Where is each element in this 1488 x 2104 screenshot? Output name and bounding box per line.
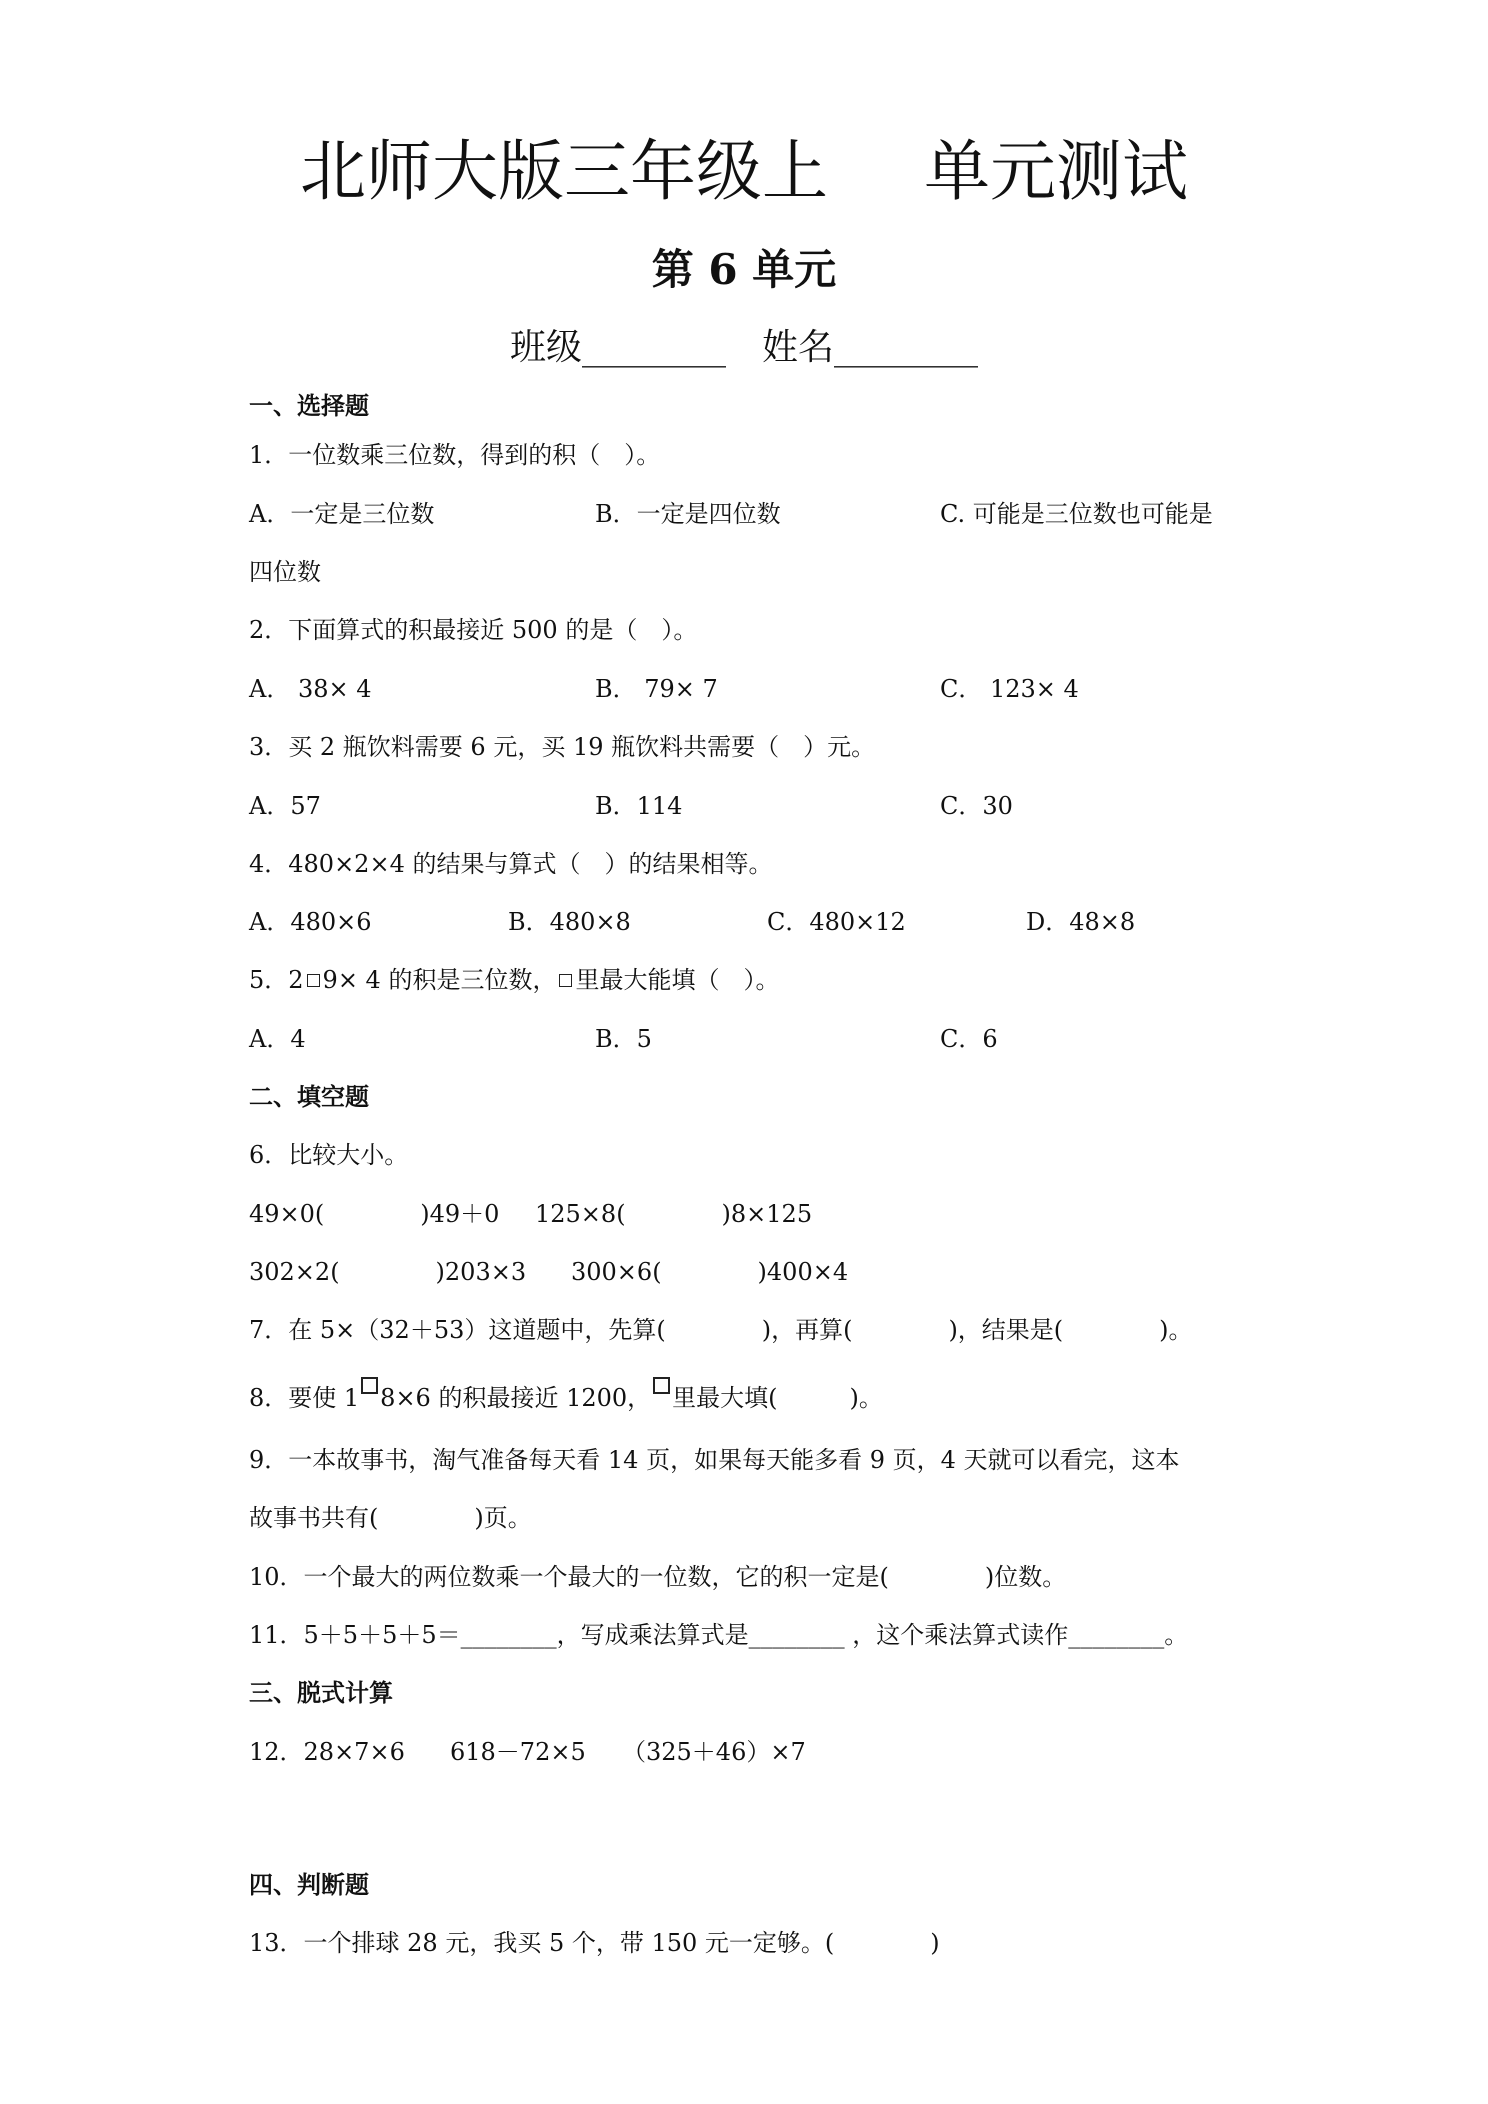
question-2-stem: 2．下面算式的积最接近 500 的是（ ）。 bbox=[249, 616, 698, 644]
section-heading-choice: 一、选择题 bbox=[249, 392, 369, 420]
q5-option-c[interactable]: C．6 bbox=[940, 1025, 998, 1053]
class-field[interactable]: 班级________ bbox=[509, 327, 726, 368]
q4-option-a[interactable]: A．480×6 bbox=[249, 908, 372, 936]
question-4-stem: 4．480×2×4 的结果与算式（ ）的结果相等。 bbox=[249, 850, 773, 878]
q5-option-b[interactable]: B．5 bbox=[595, 1025, 652, 1053]
title-right: 单元测试 bbox=[924, 133, 1188, 210]
q3-option-b[interactable]: B．114 bbox=[595, 792, 683, 820]
q12-expression-3: （325＋46）×7 bbox=[622, 1738, 806, 1766]
blank-square-icon bbox=[307, 974, 320, 987]
q5-option-a[interactable]: A．4 bbox=[249, 1025, 306, 1053]
question-9-line-1: 9．一本故事书，淘气准备每天看 14 页，如果每天能多看 9 页，4 天就可以看完，这本 bbox=[249, 1446, 1180, 1474]
question-7[interactable]: 7．在 5×（32＋53）这道题中，先算( )，再算( )，结果是( )。 bbox=[249, 1316, 1193, 1344]
section-heading-true-false: 四、判断题 bbox=[249, 1871, 369, 1899]
unit-subtitle: 第 6 单元 bbox=[651, 245, 837, 294]
page-title bbox=[0, 132, 1488, 212]
q3-option-a[interactable]: A．57 bbox=[249, 792, 321, 820]
q6-compare-4[interactable]: 300×6( )400×4 bbox=[571, 1258, 849, 1286]
question-3-stem: 3．买 2 瓶饮料需要 6 元，买 19 瓶饮料共需要（ ）元。 bbox=[249, 733, 876, 761]
q5-text-part-2: 9× 4 的积是三位数， bbox=[322, 966, 557, 994]
q2-option-c[interactable]: C． 123× 4 bbox=[940, 675, 1079, 703]
section-heading-calculation: 三、脱式计算 bbox=[249, 1679, 393, 1707]
q8-text-part-1: 8．要使 1 bbox=[249, 1384, 360, 1412]
question-6-stem: 6．比较大小。 bbox=[249, 1141, 409, 1169]
q6-compare-2[interactable]: 125×8( )8×125 bbox=[535, 1200, 813, 1228]
q2-option-b[interactable]: B． 79× 7 bbox=[595, 675, 718, 703]
q12-expression-1: 12．28×7×6 bbox=[249, 1738, 405, 1766]
question-9-line-2[interactable]: 故事书共有( )页。 bbox=[249, 1504, 532, 1532]
blank-square-icon bbox=[653, 1377, 670, 1394]
q2-option-a[interactable]: A． 38× 4 bbox=[249, 675, 372, 703]
q1-option-c-continued: 四位数 bbox=[249, 558, 321, 586]
q4-option-c[interactable]: C．480×12 bbox=[767, 908, 906, 936]
q3-option-c[interactable]: C．30 bbox=[940, 792, 1013, 820]
q1-option-c[interactable]: C. 可能是三位数也可能是 bbox=[940, 500, 1213, 528]
title-left: 北师大版三年级上 bbox=[300, 133, 828, 210]
section-heading-fill-in: 二、填空题 bbox=[249, 1083, 369, 1111]
q1-option-a[interactable]: A．一定是三位数 bbox=[249, 500, 435, 528]
blank-square-icon bbox=[559, 974, 572, 987]
q4-option-b[interactable]: B．480×8 bbox=[508, 908, 631, 936]
question-13[interactable]: 13．一个排球 28 元，我买 5 个，带 150 元一定够。( ) bbox=[249, 1929, 940, 1957]
q8-text-part-3: 里最大填( )。 bbox=[672, 1384, 883, 1412]
blank-square-icon bbox=[361, 1377, 378, 1394]
q6-compare-1[interactable]: 49×0( )49＋0 bbox=[249, 1200, 500, 1228]
q4-option-d[interactable]: D．48×8 bbox=[1026, 908, 1136, 936]
q6-compare-3[interactable]: 302×2( )203×3 bbox=[249, 1258, 527, 1286]
question-11[interactable]: 11．5＋5＋5＋5＝________，写成乘法算式是________ ，这个乘法算式读作________。 bbox=[249, 1621, 1189, 1649]
name-field[interactable]: 姓名________ bbox=[762, 327, 979, 368]
q5-text-part-3: 里最大能填（ ）。 bbox=[575, 966, 780, 994]
student-info-line bbox=[0, 320, 1488, 376]
question-5-stem bbox=[249, 962, 779, 998]
question-10[interactable]: 10．一个最大的两位数乘一个最大的一位数，它的积一定是( )位数。 bbox=[249, 1563, 1067, 1591]
q12-expression-2: 618－72×5 bbox=[450, 1738, 586, 1766]
q1-option-b[interactable]: B．一定是四位数 bbox=[595, 500, 781, 528]
q5-text-part-1: 5．2 bbox=[249, 966, 304, 994]
question-8[interactable] bbox=[249, 1377, 883, 1416]
q8-text-part-2: 8×6 的积最接近 1200， bbox=[380, 1384, 652, 1412]
question-1-stem: 1．一位数乘三位数，得到的积（ ）。 bbox=[249, 441, 661, 469]
